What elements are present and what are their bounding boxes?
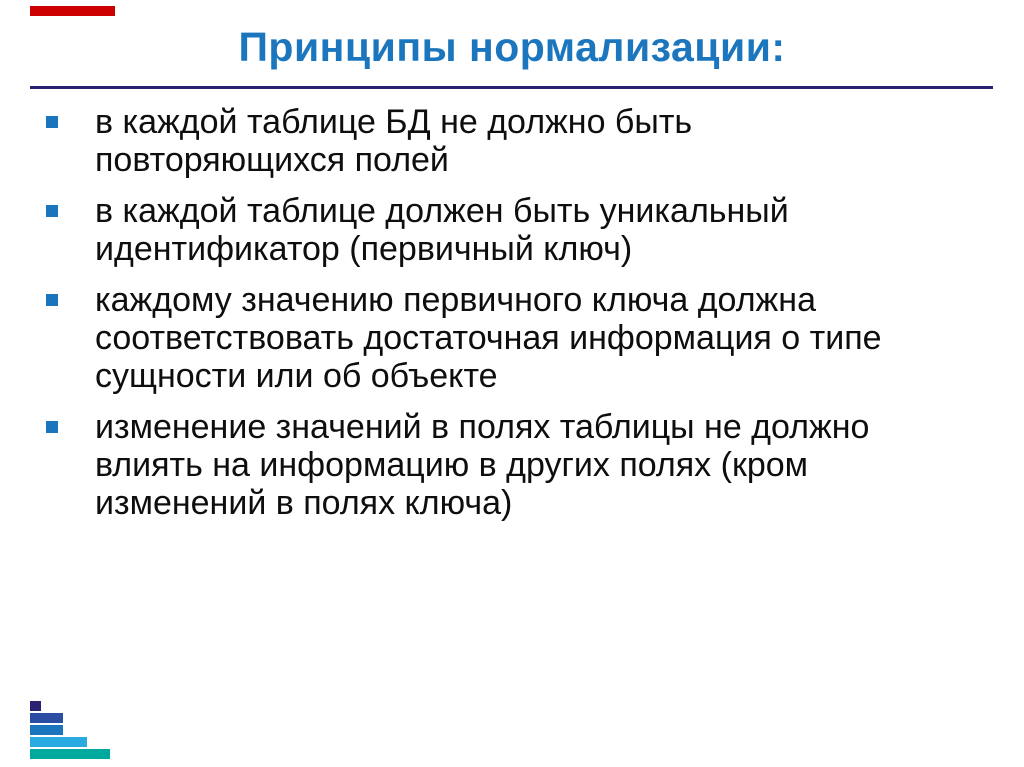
list-item — [46, 192, 951, 268]
top-left-red-bar — [30, 6, 115, 16]
decor-strip — [30, 725, 63, 735]
bottom-left-decoration — [30, 699, 110, 759]
bullet-text: изменение значений в полях таблицы не должно влиять на информацию в других полях (кром изменений в полях ключа) — [95, 408, 870, 522]
list-item — [46, 408, 951, 522]
bullet-square-icon — [46, 421, 58, 433]
decor-strip — [30, 713, 63, 723]
bullet-text: в каждой таблице должен быть уникальный идентификатор (первичный ключ) — [95, 192, 789, 268]
bullet-list — [46, 103, 951, 535]
list-item — [46, 103, 951, 179]
bullet-text: в каждой таблице БД не должно быть повторяющихся полей — [95, 103, 693, 179]
bullet-text: каждому значению первичного ключа должна соответствовать достаточная информация о типе сущности или об объекте — [95, 281, 882, 395]
bullet-square-icon — [46, 205, 58, 217]
decor-strip — [30, 701, 41, 711]
bullet-square-icon — [46, 116, 58, 128]
title-underline — [30, 86, 993, 89]
decor-strip — [30, 749, 110, 759]
decor-strip — [30, 737, 87, 747]
page-title: Принципы нормализации: — [238, 24, 786, 70]
list-item — [46, 281, 951, 395]
bullet-square-icon — [46, 294, 58, 306]
